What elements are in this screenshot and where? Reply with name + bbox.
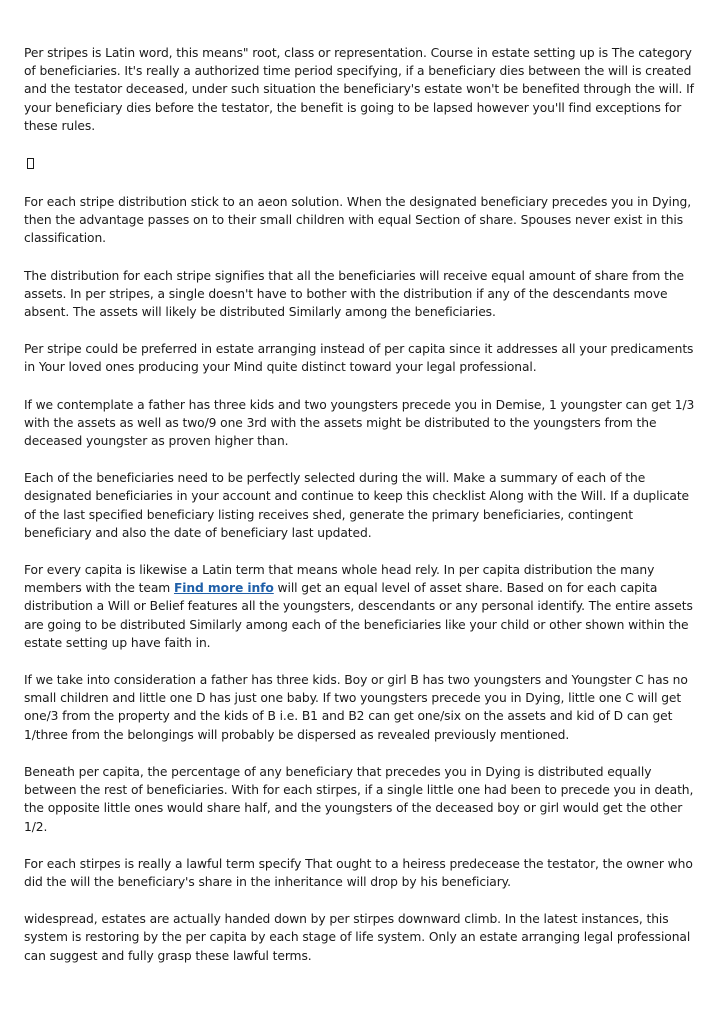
find-more-info-link[interactable]: Find more info	[173, 581, 274, 596]
missing-glyph-icon	[24, 154, 696, 193]
paragraph-per-stripes-intro: Per stripes is Latin word, this means" root, class or representation. Course in estate setting up is The category of beneficiaries. It's really a authorized time period specifying, if a beneficiary dies between the will is created and the testator deceased, under such situation the beneficiary's estate won't be benefited through the will. If your beneficiary dies before the testator, the benefit is going to be lapsed however you'll find exceptions for these rules.	[24, 46, 694, 133]
document-body	[24, 44, 696, 984]
paragraph-per-capita	[24, 561, 696, 652]
paragraph-beneficiary-list: Each of the beneficiaries need to be perfectly selected during the will. Make a summary of each of the designated beneficiaries in your account and continue to keep this checklist Along with the Will. If a duplicate of the last specified beneficiary listing receives shed, generate the primary beneficiaries, contingent beneficiary and also the date of beneficiary last updated.	[24, 471, 690, 540]
per-capita-text-end: will get an equal level of asset share. Based on for each capita distribution a Will or Belief features all the youngsters, descendants or any personal identify. The entire assets are going to be distributed Similarly among each of the beneficiaries like your child or other shown within the estate setting up have faith in.	[24, 581, 693, 650]
paragraph-beneath-per-capita: Beneath per capita, the percentage of any beneficiary that precedes you in Dying is distributed equally between the rest of beneficiaries. With for each stirpes, if a single little one had been to precede you in death, the opposite little ones would share half, and the youngsters of the deceased boy or girl would get the other 1/2.	[24, 764, 694, 834]
paragraph-widespread: widespread, estates are actually handed down by per stirpes downward climb. In the latest instances, this system is restoring by the per capita by each stage of life system. Only an estate arranging legal professional can suggest and fully grasp these lawful terms.	[24, 912, 691, 963]
paragraph-lawful-term: For each stirpes is really a lawful term specify That ought to a heiress predecease the testator, the owner who did the will the beneficiary's share in the inheritance will drop by his beneficiary.	[24, 856, 693, 889]
paragraph-three-kids-example: If we take into consideration a father has three kids. Boy or girl B has two youngsters and Youngster C has no small children and little one D has just one baby. If two youngsters precede you in Dying, little one C will get one/3 from the property and the kids of B i.e. B1 and B2 can get one/six on the assets and kid of D can get 1/three from the belongings will probably be dispersed as revealed previously mentioned.	[24, 673, 688, 742]
paragraph-preferred-planning: Per stripe could be preferred in estate arranging instead of per capita since it addresses all your predicaments in Your loved ones producing your Mind quite distinct toward your legal professional.	[24, 342, 694, 375]
per-capita-text-start: For every capita is likewise a Latin term that means whole head rely. In per capita distribution the many members with the team	[24, 563, 655, 596]
paragraph-father-example: If we contemplate a father has three kids and two youngsters precede you in Demise, 1 youngster can get 1/3 with the assets as well as two/9 one 3rd with the assets might be distributed to the youngsters from the deceased youngster as proven higher than.	[24, 397, 695, 449]
paragraph-equal-share: The distribution for each stripe signifies that all the beneficiaries will receive equal amount of share from the assets. In per stripes, a single doesn't have to bother with the distribution if any of the descendants move absent. The assets will likely be distributed Similarly among the beneficiaries.	[24, 268, 684, 320]
paragraph-stripe-distribution: For each stripe distribution stick to an aeon solution. When the designated beneficiary precedes you in Dying, then the advantage passes on to their small children with equal Section of share. Spouses never exist in this classification.	[24, 195, 692, 246]
